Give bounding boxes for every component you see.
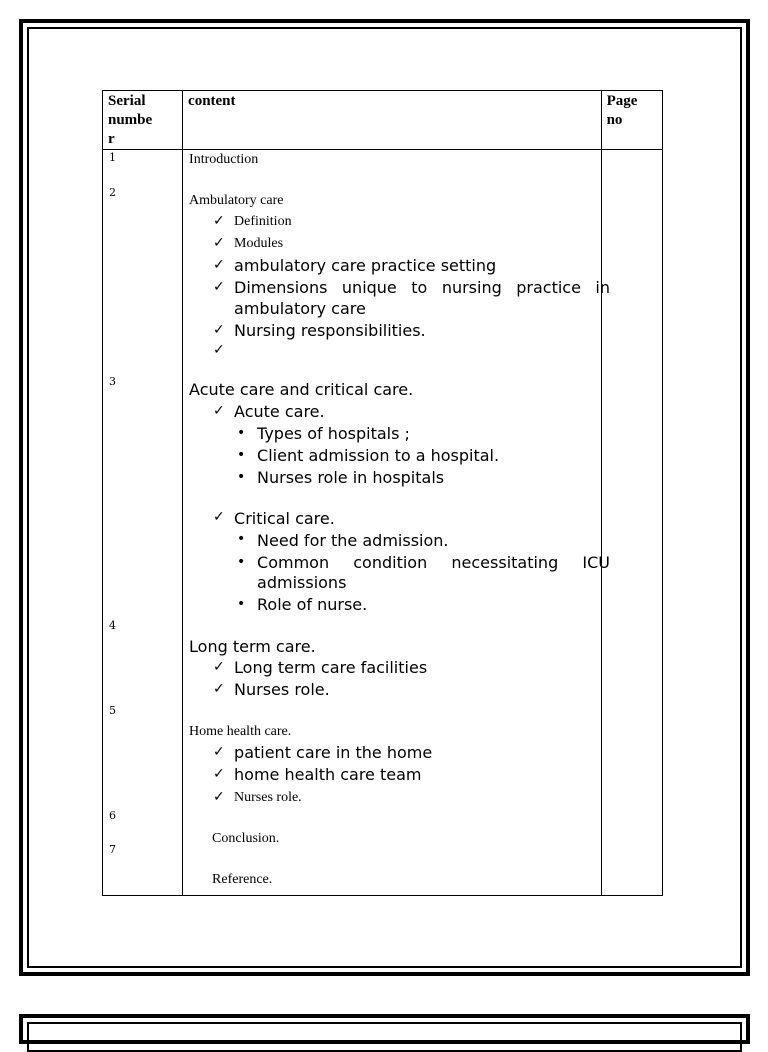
body-row	[103, 150, 663, 896]
list-item: Nurses role in hospitals	[257, 468, 445, 487]
word: practice	[516, 278, 581, 297]
list-item: Client admission to a hospital.	[257, 446, 500, 465]
check-icon: ✓	[213, 342, 225, 358]
serial-2: 2	[109, 186, 116, 199]
header-row	[103, 91, 663, 150]
check-icon: ✓	[213, 235, 225, 251]
bullet-icon: •	[237, 531, 246, 547]
serial-5: 5	[109, 704, 116, 717]
list-item: Types of hospitals ;	[257, 424, 410, 443]
check-icon: ✓	[213, 766, 225, 782]
header-serial-line: numbe	[108, 112, 153, 128]
list-item: Definition	[234, 214, 292, 229]
list-item: patient care in the home	[234, 743, 433, 762]
check-icon: ✓	[213, 322, 225, 338]
word: ICU	[582, 553, 610, 572]
section-home-health-care: Home health care.	[189, 724, 292, 739]
serial-6: 6	[109, 809, 116, 822]
list-item: Need for the admission.	[257, 531, 449, 550]
content-column	[183, 150, 611, 896]
header-serial-line: r	[108, 131, 115, 147]
bullet-icon: •	[237, 469, 246, 485]
list-item	[257, 553, 610, 572]
check-icon: ✓	[213, 257, 225, 273]
next-page-border-inner	[27, 1022, 742, 1052]
check-icon: ✓	[213, 279, 225, 295]
bullet-icon: •	[237, 425, 246, 441]
list-item: Long term care facilities	[234, 658, 428, 677]
section-introduction: Introduction	[189, 152, 259, 167]
word: Common	[257, 553, 330, 572]
header-serial-line: Serial	[108, 93, 146, 109]
list-item	[234, 278, 610, 297]
list-item: ambulatory care practice setting	[234, 256, 497, 275]
check-icon: ✓	[213, 659, 225, 675]
header-page	[601, 91, 662, 150]
word: Dimensions	[234, 278, 328, 297]
section-acute-critical-care: Acute care and critical care.	[189, 380, 414, 399]
list-item-continuation: admissions	[257, 573, 347, 592]
check-icon: ✓	[213, 509, 225, 525]
check-icon: ✓	[213, 681, 225, 697]
list-item: Modules	[234, 236, 284, 251]
word: necessitating	[451, 553, 559, 572]
section-ambulatory-care: Ambulatory care	[189, 193, 284, 208]
serial-column	[103, 150, 183, 896]
header-page-line: Page	[606, 93, 638, 109]
bullet-icon: •	[237, 554, 246, 570]
header-page-line: no	[606, 112, 623, 128]
bullet-icon: •	[237, 447, 246, 463]
list-item: Nurses role.	[234, 790, 302, 805]
word: unique	[341, 278, 397, 297]
page-number-column	[601, 150, 662, 896]
content-area	[189, 150, 613, 895]
serial-4: 4	[109, 619, 116, 632]
subsection-acute-care: Acute care.	[234, 402, 325, 421]
list-item: Nurses role.	[234, 680, 330, 699]
word: nursing	[441, 278, 502, 297]
table-of-contents	[102, 90, 663, 896]
word: condition	[353, 553, 428, 572]
header-content: content	[183, 91, 602, 150]
word: to	[411, 278, 428, 297]
section-conclusion: Conclusion.	[212, 831, 280, 846]
list-item: Role of nurse.	[257, 595, 368, 614]
list-item-continuation: ambulatory care	[234, 299, 366, 318]
check-icon: ✓	[213, 744, 225, 760]
serial-7: 7	[109, 843, 116, 856]
bullet-icon: •	[237, 596, 246, 612]
header-serial	[103, 91, 183, 150]
section-long-term-care: Long term care.	[189, 637, 316, 656]
list-item: Nursing responsibilities.	[234, 321, 426, 340]
check-icon: ✓	[213, 789, 225, 805]
check-icon: ✓	[213, 403, 225, 419]
serial-3: 3	[109, 375, 116, 388]
subsection-critical-care: Critical care.	[234, 509, 335, 528]
section-reference: Reference.	[212, 872, 273, 887]
word: in	[595, 278, 611, 297]
serial-1: 1	[109, 151, 116, 164]
check-icon: ✓	[213, 213, 225, 229]
list-item: home health care team	[234, 765, 422, 784]
